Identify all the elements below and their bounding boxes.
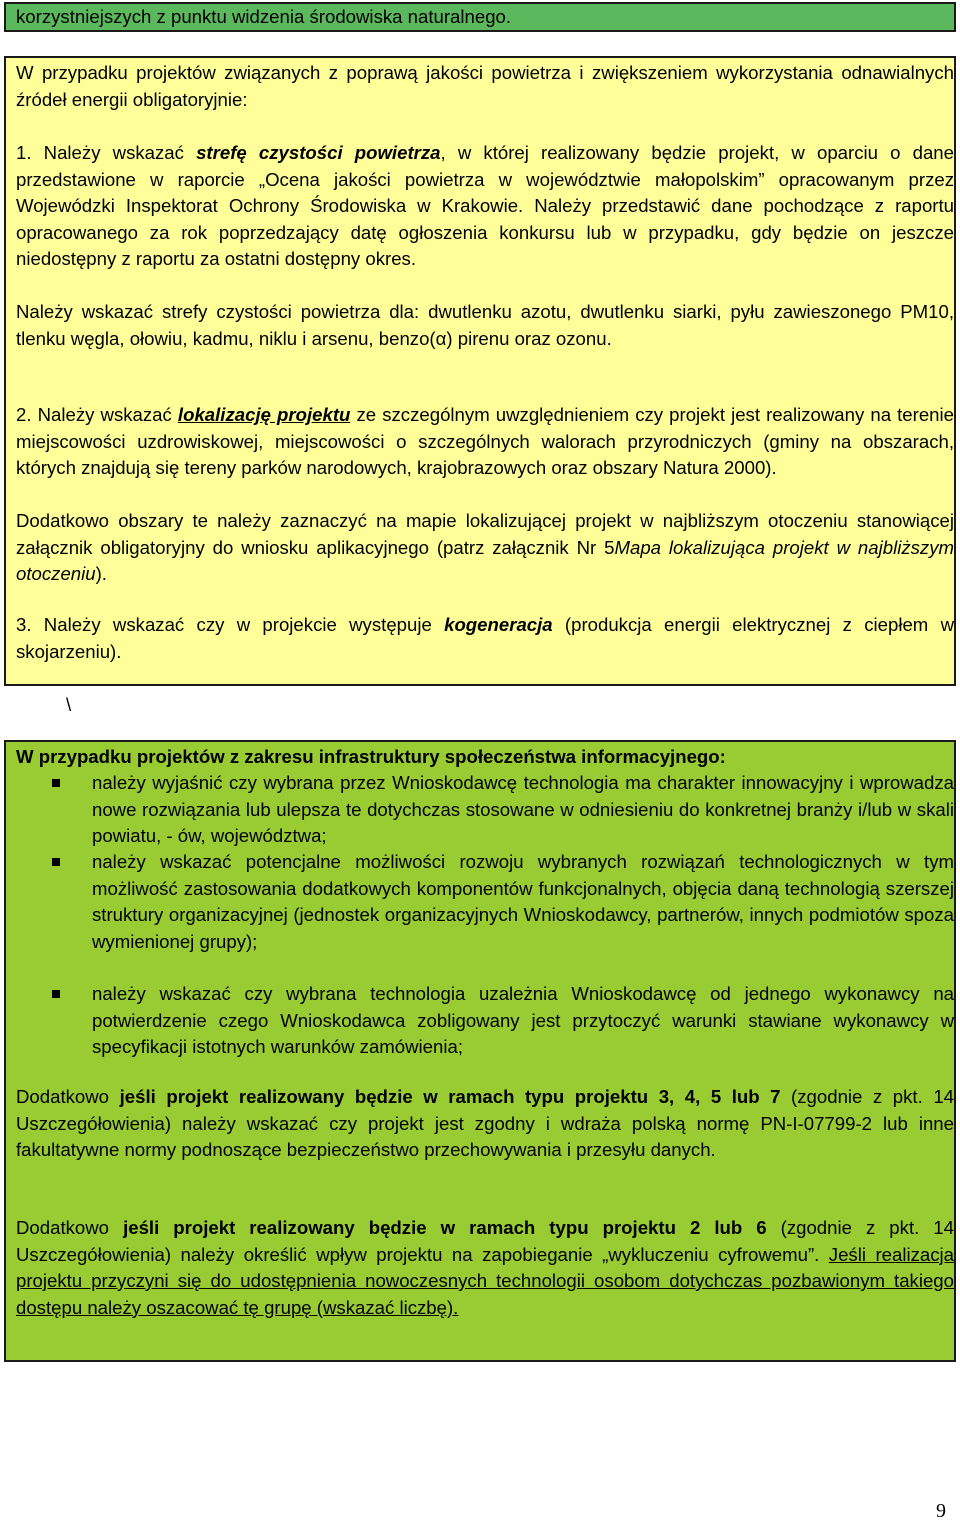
air-item-3: 3. Należy wskazać czy w projekcie występuje kogeneracja (produkcja energii elektrycznej z ciepłem w skojarzeniu).	[16, 614, 954, 662]
air-item-1: 1. Należy wskazać strefę czystości powietrza, w której realizowany będzie projekt, w oparciu o dane przedstawione w raporcie „Ocena jakości powietrza w województwie małopolskim” opracowanym przez Wojewódzki Inspektorat Ochrony Środowiska w Krakowie. Należy przedstawić dane pochodzące z raportu opracowanego za rok poprzedzający datę ogłoszenia konkursu lub w przypadku, gdy będzie on jeszcze niedostępny z raportu za ostatni dostępny okres.	[16, 142, 954, 269]
page-number: 9	[936, 1500, 946, 1522]
bullet-square-icon	[52, 779, 60, 787]
stray-backslash: \	[66, 694, 72, 715]
air-item-2-note: Dodatkowo obszary te należy zaznaczyć na mapie lokalizującej projekt w najbliższym otoczeniu stanowiącej załącznik obligatoryjny do wniosku aplikacyjnego (patrz załącznik Nr 5Mapa lokalizująca projekt w najbliższym otoczeniu).	[16, 510, 955, 584]
air-section-heading: W przypadku projektów związanych z poprawą jakości powietrza i zwiększeniem wykorzystania odnawialnych źródeł energii obligatoryjnie:	[16, 62, 954, 110]
air-item-2: 2. Należy wskazać lokalizację projektu ze szczególnym uwzględnieniem czy projekt jest realizowany na terenie miejscowości uzdrowiskowej, miejscowości o szczególnych walorach przyrodniczych (gminy na obszarach, których znajdują się tereny parków narodowych, krajobrazowych oraz obszary Natura 2000).	[16, 404, 954, 478]
bullet-square-icon	[52, 990, 60, 998]
it-infrastructure-section	[4, 740, 956, 1362]
it-bullet-1: należy wyjaśnić czy wybrana przez Wnioskodawcę technologia ma charakter innowacyjny i wprowadza nowe rozwiązania lub ulepsza te dotychczas stosowane w odniesieniu do konkretnej branży i/lub w skali powiatu, - ów, województwa;	[92, 772, 954, 846]
top-strip-text: korzystniejszych z punktu widzenia środowiska naturalnego.	[16, 6, 512, 27]
air-quality-section	[4, 56, 956, 686]
it-paragraph-types-3-4-5-7: Dodatkowo jeśli projekt realizowany będzie w ramach typu projektu 3, 4, 5 lub 7 (zgodnie z pkt. 14 Uszczegółowienia) należy wskazać czy projekt jest zgodny i wdraża polską normę PN-I-07799-2 lub inne fakultatywne normy podnoszące bezpieczeństwo przechowywania i przesyłu danych.	[16, 1086, 954, 1160]
it-paragraph-types-2-6: Dodatkowo jeśli projekt realizowany będzie w ramach typu projektu 2 lub 6 (zgodnie z pkt. 14 Uszczegółowienia) należy określić wpływ projektu na zapobieganie „wykluczeniu cyfrowemu”. Jeśli realizacja projektu przyczyni się do udostępnienia nowoczesnych technologii osobom dotychczas pozbawionym takiego dostępu należy oszacować tę grupę (wskazać liczbę).	[16, 1217, 955, 1318]
it-bullet-2: należy wskazać potencjalne możliwości rozwoju wybranych rozwiązań technologicznych w tym możliwość zastosowania dodatkowych komponentów funkcjonalnych, objęcia daną technologią szerszej struktury organizacyjnej (jednostek organizacyjnych Wnioskodawcy, partnerów, innych podmiotów spoza wymienionej grupy);	[92, 851, 954, 952]
bullet-square-icon	[52, 858, 60, 866]
top-strip	[4, 2, 956, 32]
air-item-1-note: Należy wskazać strefy czystości powietrza dla: dwutlenku azotu, dwutlenku siarki, pyłu zawieszonego PM10, tlenku węgla, ołowiu, kadmu, niklu i arsenu, benzo(α) pirenu oraz ozonu.	[16, 301, 954, 349]
it-bullet-3: należy wskazać czy wybrana technologia uzależnia Wnioskodawcę od jednego wykonawcy na potwierdzenie czego Wnioskodawca zobligowany jest przytoczyć warunki stawiane wykonawcy w specyfikacji istotnych warunków zamówienia;	[92, 983, 954, 1057]
it-section-heading: W przypadku projektów z zakresu infrastruktury społeczeństwa informacyjnego:	[16, 746, 726, 767]
